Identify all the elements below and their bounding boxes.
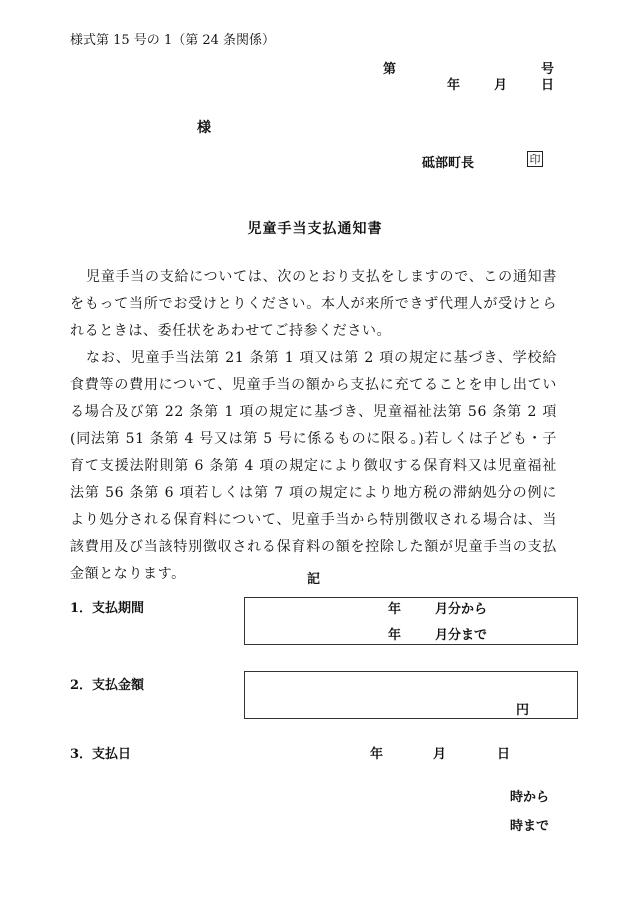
payment-date-month: 月	[433, 747, 447, 762]
issuer-title: 砥部町長	[422, 156, 475, 171]
payment-date-year: 年	[370, 747, 384, 762]
body-paragraph-1: 児童手当の支給については、次のとおり支払をしますので、この通知書をもって当所でお受けとりください。本人が来所できず代理人が受けとられるときは、委任状をあわせてご持参ください。	[70, 269, 557, 339]
issue-date-year: 年	[447, 78, 461, 93]
period-to-year: 年	[388, 628, 402, 643]
period-from-year: 年	[388, 602, 402, 617]
period-from-month: 月分から	[435, 602, 488, 617]
period-to-month: 月分まで	[435, 628, 488, 643]
form-number: 様式第 15 号の 1（第 24 条関係）	[70, 33, 276, 48]
note-heading: 記	[307, 572, 321, 587]
payment-date-label: 3．支払日	[70, 747, 132, 762]
payment-period-box	[244, 597, 578, 645]
payment-amount-box	[244, 671, 578, 719]
amount-unit: 円	[516, 703, 530, 718]
document-title: 児童手当支払通知書	[247, 221, 383, 237]
body-paragraph-2: なお、児童手当法第 21 条第 1 項又は第 2 項の規定に基づき、学校給食費等の費用について、児童手当の額から支払に充てることを申し出ている場合及び第 22 条第 1 項の規定に基づき、児童福祉法第 56 条第 2 項(同法第 51 条第 4 号又は第 5 号に係るものに限る。)若しくは子ども・子育て支援法附則第 6 条第 4 項の規定により徴収する保育料又は児童福祉法第 56 条第 6 項若しくは第 7 項の規定により地方税の滞納処分の例により処分される保育料について、児童手当から特別徴収される場合は、当該費用及び当該特別徴収される保育料の額を控除した額が児童手当の支払金額となります。	[70, 350, 557, 582]
doc-number-suffix: 号	[541, 62, 555, 77]
issue-date-month: 月	[494, 78, 508, 93]
doc-number-prefix: 第	[383, 62, 397, 77]
payment-period-label: 1．支払期間	[70, 601, 145, 616]
payment-amount-label: 2．支払金額	[70, 678, 145, 693]
official-seal: 印	[527, 151, 543, 167]
payment-date-day: 日	[497, 747, 511, 762]
payment-time-from: 時から	[510, 790, 550, 805]
payment-time-to: 時まで	[510, 819, 550, 834]
issue-date-day: 日	[541, 78, 555, 93]
recipient-honorific: 様	[197, 120, 211, 136]
